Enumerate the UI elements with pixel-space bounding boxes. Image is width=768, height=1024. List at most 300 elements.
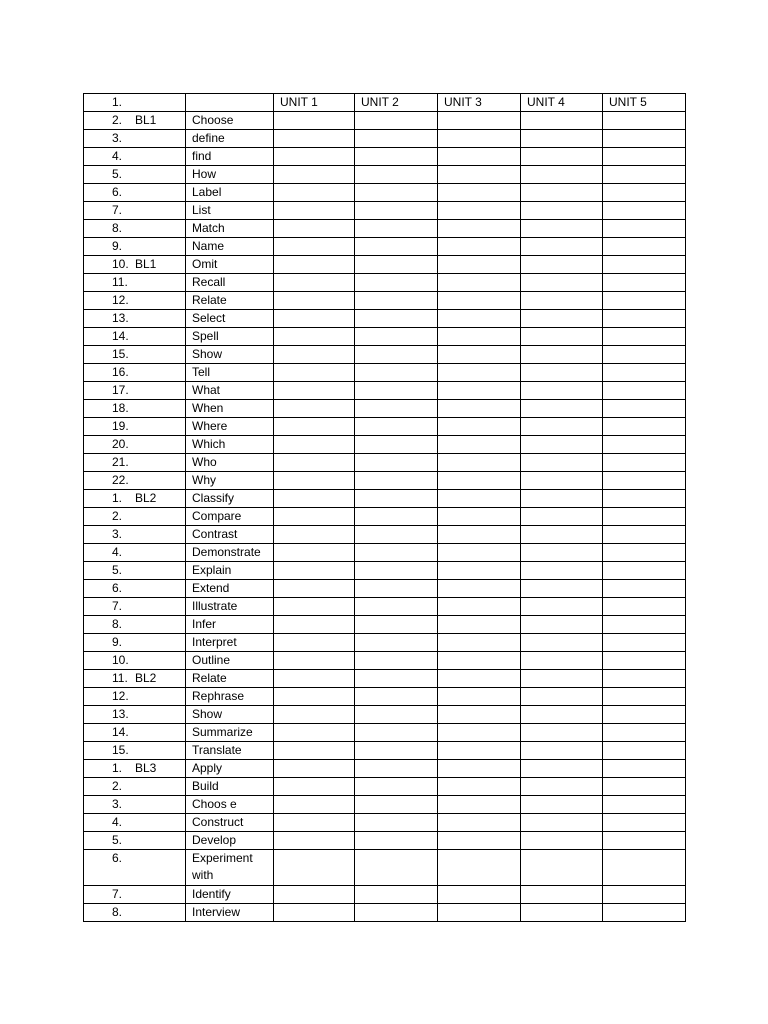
unit-1-cell[interactable] (274, 472, 355, 490)
unit-1-cell[interactable] (274, 274, 355, 292)
row-number-cell (84, 256, 186, 274)
unit-5-cell[interactable] (603, 274, 686, 292)
unit-3-cell[interactable] (438, 598, 521, 616)
unit-1-cell[interactable] (274, 778, 355, 796)
table-row (84, 562, 686, 580)
unit-3-cell[interactable] (438, 832, 521, 850)
row-number-cell (84, 760, 186, 778)
unit-1-cell[interactable] (274, 454, 355, 472)
unit-4-cell[interactable] (521, 616, 603, 634)
unit-1-cell[interactable] (274, 544, 355, 562)
unit-5-cell[interactable] (603, 310, 686, 328)
unit-3-cell[interactable] (438, 562, 521, 580)
unit-2-cell[interactable] (355, 544, 438, 562)
unit-4-cell[interactable] (521, 760, 603, 778)
row-number: 14. (112, 329, 129, 343)
row-number-cell (84, 526, 186, 544)
row-number: 1. (112, 491, 123, 505)
verb-cell: Summarize (186, 724, 274, 742)
row-number: 13. (112, 311, 129, 325)
unit-5-cell[interactable] (603, 598, 686, 616)
unit-1-cell[interactable] (274, 490, 355, 508)
unit-5-cell[interactable] (603, 292, 686, 310)
verb-cell: Build (186, 778, 274, 796)
row-number-cell (84, 166, 186, 184)
unit-1-cell[interactable] (274, 562, 355, 580)
unit-2-cell[interactable] (355, 652, 438, 670)
unit-2-cell[interactable] (355, 130, 438, 148)
unit-3-cell[interactable] (438, 850, 521, 886)
unit-1-cell[interactable] (274, 670, 355, 688)
unit-2-cell[interactable] (355, 850, 438, 886)
unit-3-cell[interactable] (438, 292, 521, 310)
row-number-cell (84, 220, 186, 238)
unit-3-cell[interactable] (438, 904, 521, 922)
unit-2-cell[interactable] (355, 724, 438, 742)
unit-5-cell[interactable] (603, 472, 686, 490)
unit-2-cell[interactable] (355, 364, 438, 382)
unit-2-cell[interactable] (355, 778, 438, 796)
verb-cell: Label (186, 184, 274, 202)
unit-3-cell[interactable] (438, 706, 521, 724)
unit-1-cell[interactable] (274, 760, 355, 778)
row-number: 11. (112, 275, 128, 289)
unit-5-cell[interactable] (603, 670, 686, 688)
unit-1-cell[interactable] (274, 364, 355, 382)
unit-2-cell[interactable] (355, 220, 438, 238)
unit-1-cell[interactable] (274, 724, 355, 742)
unit-5-cell[interactable] (603, 454, 686, 472)
unit-5-cell[interactable] (603, 886, 686, 904)
row-number: 13. (112, 707, 129, 721)
unit-5-cell[interactable] (603, 328, 686, 346)
unit-3-cell[interactable] (438, 112, 521, 130)
unit-5-cell[interactable] (603, 688, 686, 706)
unit-2-cell[interactable] (355, 454, 438, 472)
unit-4-cell[interactable] (521, 634, 603, 652)
table-row (84, 742, 686, 760)
row-number-cell (84, 472, 186, 490)
row-number-cell (84, 742, 186, 760)
unit-4-cell[interactable] (521, 652, 603, 670)
unit-1-cell[interactable] (274, 508, 355, 526)
verb-cell: Show (186, 346, 274, 364)
unit-1-cell[interactable] (274, 886, 355, 904)
row-number-cell (84, 112, 186, 130)
unit-5-cell[interactable] (603, 382, 686, 400)
unit-4-cell[interactable] (521, 310, 603, 328)
unit-5-cell[interactable] (603, 832, 686, 850)
verb-cell: List (186, 202, 274, 220)
unit-1-cell[interactable] (274, 436, 355, 454)
unit-1-cell[interactable] (274, 850, 355, 886)
unit-4-cell[interactable] (521, 220, 603, 238)
unit-2-cell[interactable] (355, 436, 438, 454)
header-verb-cell (186, 94, 274, 112)
unit-1-cell[interactable] (274, 166, 355, 184)
unit-2-cell[interactable] (355, 418, 438, 436)
unit-4-cell[interactable] (521, 526, 603, 544)
unit-1-cell[interactable] (274, 418, 355, 436)
unit-1-cell[interactable] (274, 184, 355, 202)
row-number: 19. (112, 419, 129, 433)
row-number-cell (84, 130, 186, 148)
row-number: 3. (112, 527, 123, 541)
unit-1-cell[interactable] (274, 796, 355, 814)
unit-3-cell[interactable] (438, 418, 521, 436)
table-row (84, 238, 686, 256)
row-number: 3. (112, 797, 123, 811)
unit-2-cell[interactable] (355, 166, 438, 184)
unit-5-cell[interactable] (603, 904, 686, 922)
row-number-cell (84, 670, 186, 688)
unit-4-cell[interactable] (521, 508, 603, 526)
unit-1-cell[interactable] (274, 346, 355, 364)
unit-3-cell[interactable] (438, 220, 521, 238)
unit-4-cell[interactable] (521, 454, 603, 472)
verb-cell: Rephrase (186, 688, 274, 706)
unit-5-cell[interactable] (603, 490, 686, 508)
unit-4-cell[interactable] (521, 598, 603, 616)
unit-1-cell[interactable] (274, 292, 355, 310)
unit-4-cell[interactable] (521, 328, 603, 346)
unit-3-cell[interactable] (438, 526, 521, 544)
unit-5-cell[interactable] (603, 544, 686, 562)
row-number-cell (84, 652, 186, 670)
header-number-cell: 1. (84, 94, 186, 112)
table-row (84, 310, 686, 328)
unit-1-cell[interactable] (274, 148, 355, 166)
unit-3-cell[interactable] (438, 382, 521, 400)
row-number: 7. (112, 203, 123, 217)
unit-2-cell[interactable] (355, 688, 438, 706)
unit-3-cell[interactable] (438, 238, 521, 256)
unit-3-cell[interactable] (438, 310, 521, 328)
unit-4-cell[interactable] (521, 850, 603, 886)
row-number: 6. (112, 581, 123, 595)
unit-2-cell[interactable] (355, 760, 438, 778)
table-row (84, 148, 686, 166)
row-number-cell (84, 310, 186, 328)
verb-cell: Why (186, 472, 274, 490)
unit-3-cell[interactable] (438, 670, 521, 688)
unit-3-cell[interactable] (438, 724, 521, 742)
unit-2-cell[interactable] (355, 904, 438, 922)
verb-cell: Experiment with (186, 850, 274, 886)
unit-5-cell[interactable] (603, 778, 686, 796)
row-number-cell (84, 346, 186, 364)
unit-1-cell[interactable] (274, 526, 355, 544)
unit-4-cell[interactable] (521, 202, 603, 220)
row-number-cell (84, 562, 186, 580)
unit-2-cell[interactable] (355, 472, 438, 490)
unit-2-cell[interactable] (355, 742, 438, 760)
unit-3-cell[interactable] (438, 616, 521, 634)
verb-cell: find (186, 148, 274, 166)
unit-1-cell[interactable] (274, 652, 355, 670)
unit-5-cell[interactable] (603, 814, 686, 832)
verb-cell: Relate (186, 670, 274, 688)
row-number-cell (84, 724, 186, 742)
unit-5-cell[interactable] (603, 850, 686, 886)
row-number: 20. (112, 437, 129, 451)
unit-4-cell[interactable] (521, 274, 603, 292)
unit-1-cell[interactable] (274, 220, 355, 238)
unit-3-cell[interactable] (438, 256, 521, 274)
unit-5-cell[interactable] (603, 742, 686, 760)
unit-3-cell[interactable] (438, 652, 521, 670)
unit-1-cell[interactable] (274, 904, 355, 922)
unit-3-cell[interactable] (438, 346, 521, 364)
table-row (84, 418, 686, 436)
table-row (84, 472, 686, 490)
unit-4-cell[interactable] (521, 670, 603, 688)
unit-1-cell[interactable] (274, 256, 355, 274)
verb-cell: Relate (186, 292, 274, 310)
unit-5-cell[interactable] (603, 436, 686, 454)
unit-1-cell[interactable] (274, 742, 355, 760)
unit-4-cell[interactable] (521, 814, 603, 832)
unit-4-cell[interactable] (521, 904, 603, 922)
unit-4-cell[interactable] (521, 742, 603, 760)
unit-2-cell[interactable] (355, 508, 438, 526)
verb-cell: Interview (186, 904, 274, 922)
unit-3-cell[interactable] (438, 328, 521, 346)
verb-cell: Name (186, 238, 274, 256)
unit-4-cell[interactable] (521, 112, 603, 130)
unit-1-cell[interactable] (274, 310, 355, 328)
unit-3-cell[interactable] (438, 886, 521, 904)
unit-3-cell[interactable] (438, 544, 521, 562)
header-row (84, 94, 686, 112)
unit-4-cell[interactable] (521, 184, 603, 202)
row-number: 3. (112, 131, 123, 145)
unit-2-cell[interactable] (355, 184, 438, 202)
unit-3-cell[interactable] (438, 796, 521, 814)
unit-2-cell[interactable] (355, 256, 438, 274)
unit-4-cell[interactable] (521, 706, 603, 724)
unit-5-cell[interactable] (603, 418, 686, 436)
unit-4-cell[interactable] (521, 436, 603, 454)
unit-1-cell[interactable] (274, 616, 355, 634)
unit-2-cell[interactable] (355, 814, 438, 832)
unit-1-cell[interactable] (274, 130, 355, 148)
unit-3-cell[interactable] (438, 778, 521, 796)
unit-2-cell[interactable] (355, 580, 438, 598)
unit-5-cell[interactable] (603, 634, 686, 652)
row-number: 8. (112, 617, 123, 631)
unit-4-cell[interactable] (521, 580, 603, 598)
unit-4-cell[interactable] (521, 832, 603, 850)
row-number-cell (84, 598, 186, 616)
unit-2-cell[interactable] (355, 310, 438, 328)
unit-5-cell[interactable] (603, 202, 686, 220)
unit-3-cell[interactable] (438, 274, 521, 292)
unit-3-cell[interactable] (438, 148, 521, 166)
table-row (84, 526, 686, 544)
unit-5-cell[interactable] (603, 184, 686, 202)
unit-2-cell[interactable] (355, 112, 438, 130)
row-number-cell (84, 886, 186, 904)
unit-2-cell[interactable] (355, 382, 438, 400)
unit-2-cell[interactable] (355, 400, 438, 418)
row-number-cell (84, 400, 186, 418)
unit-3-cell[interactable] (438, 634, 521, 652)
unit-2-cell[interactable] (355, 346, 438, 364)
header-unit-2: UNIT 2 (355, 94, 438, 112)
unit-1-cell[interactable] (274, 688, 355, 706)
unit-2-cell[interactable] (355, 526, 438, 544)
row-number: 9. (112, 239, 123, 253)
row-number: 8. (112, 221, 123, 235)
table-row (84, 166, 686, 184)
unit-1-cell[interactable] (274, 112, 355, 130)
unit-2-cell[interactable] (355, 598, 438, 616)
unit-1-cell[interactable] (274, 382, 355, 400)
unit-4-cell[interactable] (521, 490, 603, 508)
table-row (84, 256, 686, 274)
unit-2-cell[interactable] (355, 706, 438, 724)
unit-3-cell[interactable] (438, 472, 521, 490)
verb-cell: Interpret (186, 634, 274, 652)
unit-5-cell[interactable] (603, 148, 686, 166)
unit-2-cell[interactable] (355, 292, 438, 310)
unit-5-cell[interactable] (603, 220, 686, 238)
unit-2-cell[interactable] (355, 886, 438, 904)
unit-1-cell[interactable] (274, 706, 355, 724)
unit-4-cell[interactable] (521, 130, 603, 148)
unit-5-cell[interactable] (603, 112, 686, 130)
verb-cell: Illustrate (186, 598, 274, 616)
unit-5-cell[interactable] (603, 508, 686, 526)
row-number-cell (84, 904, 186, 922)
unit-1-cell[interactable] (274, 202, 355, 220)
unit-5-cell[interactable] (603, 796, 686, 814)
unit-4-cell[interactable] (521, 256, 603, 274)
header-unit-1: UNIT 1 (274, 94, 355, 112)
unit-2-cell[interactable] (355, 148, 438, 166)
unit-5-cell[interactable] (603, 166, 686, 184)
unit-5-cell[interactable] (603, 562, 686, 580)
unit-3-cell[interactable] (438, 814, 521, 832)
unit-3-cell[interactable] (438, 508, 521, 526)
unit-1-cell[interactable] (274, 400, 355, 418)
unit-4-cell[interactable] (521, 400, 603, 418)
unit-4-cell[interactable] (521, 544, 603, 562)
unit-4-cell[interactable] (521, 796, 603, 814)
verb-cell: Show (186, 706, 274, 724)
verb-cell: Where (186, 418, 274, 436)
unit-2-cell[interactable] (355, 274, 438, 292)
unit-4-cell[interactable] (521, 166, 603, 184)
verb-cell: When (186, 400, 274, 418)
unit-5-cell[interactable] (603, 256, 686, 274)
table-row (84, 886, 686, 904)
unit-3-cell[interactable] (438, 184, 521, 202)
unit-2-cell[interactable] (355, 490, 438, 508)
unit-3-cell[interactable] (438, 202, 521, 220)
unit-2-cell[interactable] (355, 202, 438, 220)
unit-5-cell[interactable] (603, 364, 686, 382)
unit-5-cell[interactable] (603, 580, 686, 598)
unit-5-cell[interactable] (603, 616, 686, 634)
unit-3-cell[interactable] (438, 760, 521, 778)
unit-3-cell[interactable] (438, 490, 521, 508)
unit-1-cell[interactable] (274, 328, 355, 346)
unit-5-cell[interactable] (603, 346, 686, 364)
unit-4-cell[interactable] (521, 886, 603, 904)
unit-4-cell[interactable] (521, 562, 603, 580)
unit-4-cell[interactable] (521, 382, 603, 400)
unit-4-cell[interactable] (521, 688, 603, 706)
unit-1-cell[interactable] (274, 832, 355, 850)
unit-2-cell[interactable] (355, 634, 438, 652)
unit-4-cell[interactable] (521, 724, 603, 742)
row-number-cell (84, 382, 186, 400)
unit-4-cell[interactable] (521, 364, 603, 382)
unit-2-cell[interactable] (355, 328, 438, 346)
unit-2-cell[interactable] (355, 562, 438, 580)
unit-1-cell[interactable] (274, 238, 355, 256)
unit-3-cell[interactable] (438, 400, 521, 418)
unit-1-cell[interactable] (274, 814, 355, 832)
unit-3-cell[interactable] (438, 436, 521, 454)
unit-5-cell[interactable] (603, 238, 686, 256)
unit-2-cell[interactable] (355, 670, 438, 688)
unit-2-cell[interactable] (355, 796, 438, 814)
unit-5-cell[interactable] (603, 706, 686, 724)
table-row (84, 706, 686, 724)
unit-2-cell[interactable] (355, 616, 438, 634)
verb-cell: Infer (186, 616, 274, 634)
unit-5-cell[interactable] (603, 760, 686, 778)
unit-2-cell[interactable] (355, 832, 438, 850)
unit-1-cell[interactable] (274, 634, 355, 652)
unit-3-cell[interactable] (438, 454, 521, 472)
unit-5-cell[interactable] (603, 724, 686, 742)
verb-cell: Extend (186, 580, 274, 598)
unit-4-cell[interactable] (521, 292, 603, 310)
unit-3-cell[interactable] (438, 166, 521, 184)
unit-5-cell[interactable] (603, 400, 686, 418)
unit-3-cell[interactable] (438, 742, 521, 760)
unit-4-cell[interactable] (521, 778, 603, 796)
unit-4-cell[interactable] (521, 148, 603, 166)
unit-4-cell[interactable] (521, 472, 603, 490)
unit-5-cell[interactable] (603, 526, 686, 544)
row-number: 6. (112, 185, 123, 199)
table-row (84, 598, 686, 616)
unit-1-cell[interactable] (274, 598, 355, 616)
row-number: 7. (112, 599, 123, 613)
unit-4-cell[interactable] (521, 238, 603, 256)
unit-2-cell[interactable] (355, 238, 438, 256)
unit-4-cell[interactable] (521, 418, 603, 436)
unit-3-cell[interactable] (438, 130, 521, 148)
table-row (84, 490, 686, 508)
unit-3-cell[interactable] (438, 688, 521, 706)
row-number: 10. (112, 653, 129, 667)
unit-4-cell[interactable] (521, 346, 603, 364)
unit-3-cell[interactable] (438, 580, 521, 598)
unit-5-cell[interactable] (603, 130, 686, 148)
unit-1-cell[interactable] (274, 580, 355, 598)
unit-5-cell[interactable] (603, 652, 686, 670)
table-row (84, 508, 686, 526)
row-number-cell (84, 490, 186, 508)
unit-3-cell[interactable] (438, 364, 521, 382)
row-number: 8. (112, 905, 123, 919)
